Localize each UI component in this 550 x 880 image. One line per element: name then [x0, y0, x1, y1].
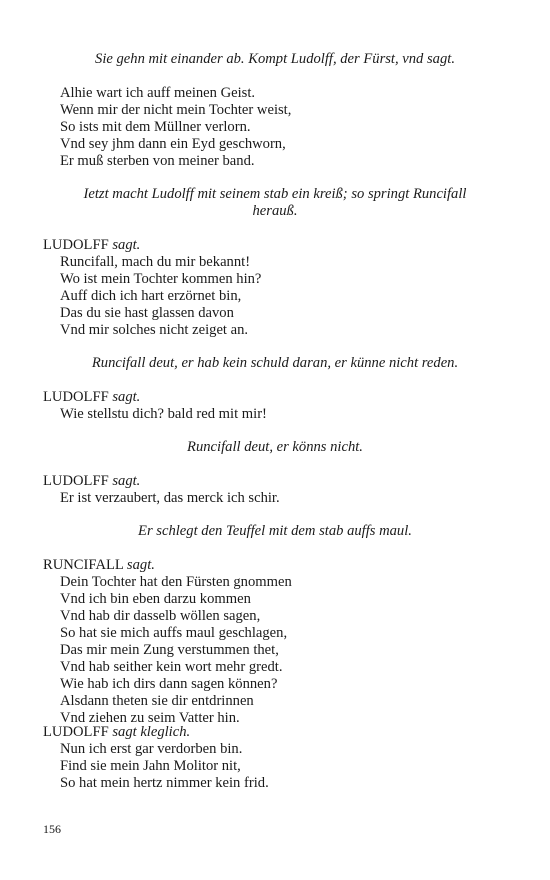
speaker-tag: sagt. [112, 237, 141, 253]
speaker-name: RUNCIFALL [43, 557, 124, 573]
speaker-tag: sagt. [112, 389, 141, 405]
verse-line: So hat mein hertz nimmer kein frid. [60, 775, 269, 791]
verse-line: Er muß sterben von meiner band. [60, 153, 255, 169]
stage-direction: herauß. [252, 203, 298, 219]
verse-line: Wie stellstu dich? bald red mit mir! [60, 406, 267, 422]
speaker-name: LUDOLFF [43, 473, 109, 489]
speaker-heading [43, 237, 140, 254]
stage-direction: Runcifall deut, er hab kein schuld daran, er künne nicht reden. [91, 355, 459, 371]
stage-direction: Sie gehn mit einander ab. Kompt Ludolff, der Fürst, vnd sagt. [95, 51, 455, 67]
verse-line: Vnd hab dir dasselb wöllen sagen, [60, 608, 261, 624]
verse-line: Vnd mir solches nicht zeiget an. [60, 322, 249, 338]
speaker-heading [43, 473, 140, 490]
verse-line: Wenn mir der nicht mein Tochter weist, [60, 102, 292, 118]
verse-line: Vnd ziehen zu seim Vatter hin. [60, 710, 240, 726]
verse-line: Wie hab ich dirs dann sagen können? [60, 676, 278, 692]
speaker-heading [43, 724, 190, 741]
verse-line: Das mir mein Zung verstummen thet, [60, 642, 279, 658]
verse-line: Find sie mein Jahn Molitor nit, [60, 758, 241, 774]
stage-direction: Er schlegt den Teuffel mit dem stab auffs maul. [138, 523, 412, 539]
page-number: 156 [43, 822, 61, 836]
speaker-name: LUDOLFF [43, 724, 109, 740]
speaker-tag: sagt. [112, 473, 141, 489]
speaker-name: LUDOLFF [43, 389, 109, 405]
speaker-heading [43, 557, 155, 574]
verse-line: Vnd ich bin eben darzu kommen [60, 591, 251, 607]
verse-line: Wo ist mein Tochter kommen hin? [60, 271, 262, 287]
verse-line: Alhie wart ich auff meinen Geist. [60, 85, 256, 101]
verse-line: So ists mit dem Müllner verlorn. [60, 119, 251, 135]
stage-direction: Ietzt macht Ludolff mit seinem stab ein kreiß; so springt Runcifall [83, 186, 467, 202]
verse-line: Er ist verzaubert, das merck ich schir. [60, 490, 280, 506]
verse-line: Alsdann theten sie dir entdrinnen [60, 693, 254, 709]
speaker-heading [43, 389, 140, 406]
verse-line: Runcifall, mach du mir bekannt! [60, 254, 251, 270]
verse-line: So hat sie mich auffs maul geschlagen, [60, 625, 288, 641]
verse-line: Dein Tochter hat den Fürsten gnommen [60, 574, 292, 590]
stage-direction: Runcifall deut, er könns nicht. [187, 439, 363, 455]
verse-line: Das du sie hast glassen davon [60, 305, 234, 321]
verse-line: Vnd sey jhm dann ein Eyd geschworn, [60, 136, 286, 152]
verse-line: Nun ich erst gar verdorben bin. [60, 741, 243, 757]
speaker-tag: sagt. [126, 557, 155, 573]
speaker-name: LUDOLFF [43, 237, 109, 253]
verse-line: Vnd hab seither kein wort mehr gredt. [60, 659, 283, 675]
speaker-tag: sagt kleglich. [112, 724, 191, 740]
verse-line: Auff dich ich hart erzörnet bin, [60, 288, 242, 304]
